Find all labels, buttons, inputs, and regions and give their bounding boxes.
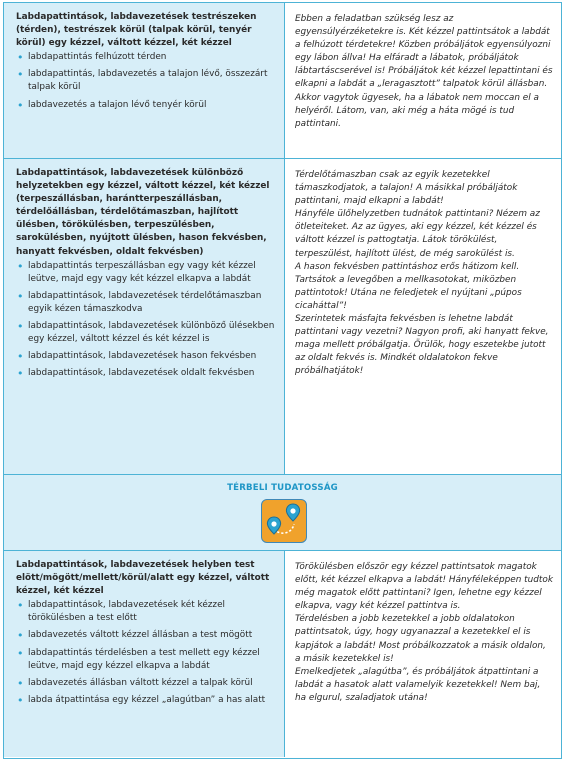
instruction-text: Törökülésben először egy kézzel pattintsatok magatok előtt, két kézzel elkapva a labdát! Hányféleképpen tudtok még magatok előtt pattintani? Igen, lehetne egy kézzel elkapva, vagy két kézzel pattintva is. [295,562,553,612]
table-row [4,3,561,159]
instruction-text: Hányféle ülőhelyzetben tudnátok pattintani? Nézem az ötleteiteket. Az az ügyes, aki egy kézzel, két kézzel és váltott kézzel is pattogtatja. Látok törökülést, terpeszülést, hajlított ülést, de még sarokülést is. [295,209,540,259]
list-item: • labdavezetés állásban váltott kézzel a talpak körül [16,677,276,690]
instruction-text: A hason fekvésben pattintáshoz erős hátizom kell. Tartsátok a levegőben a mellkasotokat, miközben pattintotok! Utána ne feledjetek el nyújtani „púpos cicaháttal”! [295,261,522,311]
table-row [4,159,561,475]
list-item: • labdavezetés a talajon lévő tenyér körül [16,99,276,112]
list-item: • labdapattintás, labdavezetés a talajon lévő, összezárt talpak körül [16,68,276,94]
activity-list [16,51,276,111]
instruction-text: Emelkedjetek „alagútba”, és próbáljátok átpattintani a labdát a hasatok alatt valamelyik kezetekkel! Nem baj, ha elgurul, szaladjatok utána! [295,666,541,703]
list-item: • labdavezetés váltott kézzel állásban a test mögött [16,629,276,642]
instruction-cell [285,551,561,757]
section-title: TÉRBELI TUDATOSSÁG [227,483,338,493]
list-item: • labdapattintások, labdavezetések két kézzel törökülésben a test előtt [16,599,276,625]
activity-list [16,260,276,381]
location-pins-icon [261,499,307,543]
activity-heading: Labdapattintások, labdavezetések helyben test elött/mögött/mellett/körül/alatt egy kézzel, váltott kézzel, két kézzel [16,560,270,597]
instruction-cell [285,3,561,158]
instruction-text: Térdelésben a jobb kezetekkel a jobb oldalatokon pattintsatok, úgy, hogy ugyanazzal a kezetekkel el is kapjátok a labdát! Most próbálkozzatok a másik oldalon, a másik kezetekkel is! [295,614,546,664]
instruction-text: Térdelőtámaszban csak az egyik kezetekkel támaszkodjatok, a talajon! A másikkal próbáljátok pattintani, majd elkapni a labdát! [295,170,518,207]
list-item: • labdapattintás felhúzott térden [16,51,276,64]
activity-cell [4,551,285,757]
table-row [4,551,561,757]
list-item: • labdapattintások, labdavezetések oldalt fekvésben [16,367,276,380]
activity-cell [4,159,285,474]
section-header [4,475,561,551]
instruction-cell [285,159,561,474]
list-item: • labdapattintások, labdavezetések hason fekvésben [16,350,276,363]
activity-heading: Labdapattintások, labdavezetések testrészeken (térden), testrészek körül (talpak körül, tenyér körül) egy kézzel, váltott kézzel, két kézzel [16,12,257,49]
activity-list [16,599,276,707]
activity-heading: Labdapattintások, labdavezetések különböző helyzetekben egy kézzel, váltott kézzel, két kézzel (terpeszállásban, harántterpeszállásban, térdelőállásban, térdelőtámaszban, hajlított ülésben, törökülésben, terpeszülésben, sarokülésben, nyújtott ülésben, hason fekvésben, hanyatt fekvésben, oldalt fekvésben) [16,168,270,257]
instruction-text: Szerintetek másfajta fekvésben is lehetne labdát pattintani vagy vezetni? Nagyon profi, aki hanyatt fekve, maga mellett próbálgatja. Örülök, hogy eszetekbe jutott az oldalt fekvés is. Mindkét oldalatokon fekve próbálhatjátok! [295,314,549,377]
list-item: • labdapattintás térdelésben a test mellett egy kézzel leütve, majd egy kézzel elkapva a labdát [16,647,276,673]
activity-table [3,2,562,759]
list-item: • labdapattintások, labdavezetések különböző ülésekben egy kézzel, váltott kézzel és két kézzel is [16,320,276,346]
activity-cell [4,3,285,158]
list-item: • labda átpattintása egy kézzel „alagútban” a has alatt [16,694,276,707]
list-item: • labdapattintás terpeszállásban egy vagy két kézzel leütve, majd egy vagy két kézzel elkapva a labdát [16,260,276,286]
instruction-text: Ebben a feladatban szükség lesz az egyensúlyérzéketekre is. Két kézzel pattintsátok a labdát a felhúzott térdetekre! Közben próbáljátok egyensúlyozni egy lábon állva! Ha elfáradt a lábatok, próbáljátok lábtartáscserével is! Próbáljátok két kézzel lepattintani és elkapni a labdát a „leragasztott” talpatok körül állásban. Akkor vagytok ügyesek, ha a lábatok nem moccan el a helyéről. Látom, van, aki még a háta mögé is tud pattintani. [295,14,553,129]
list-item: • labdapattintások, labdavezetések térdelőtámaszban egyik kézen támaszkodva [16,290,276,316]
